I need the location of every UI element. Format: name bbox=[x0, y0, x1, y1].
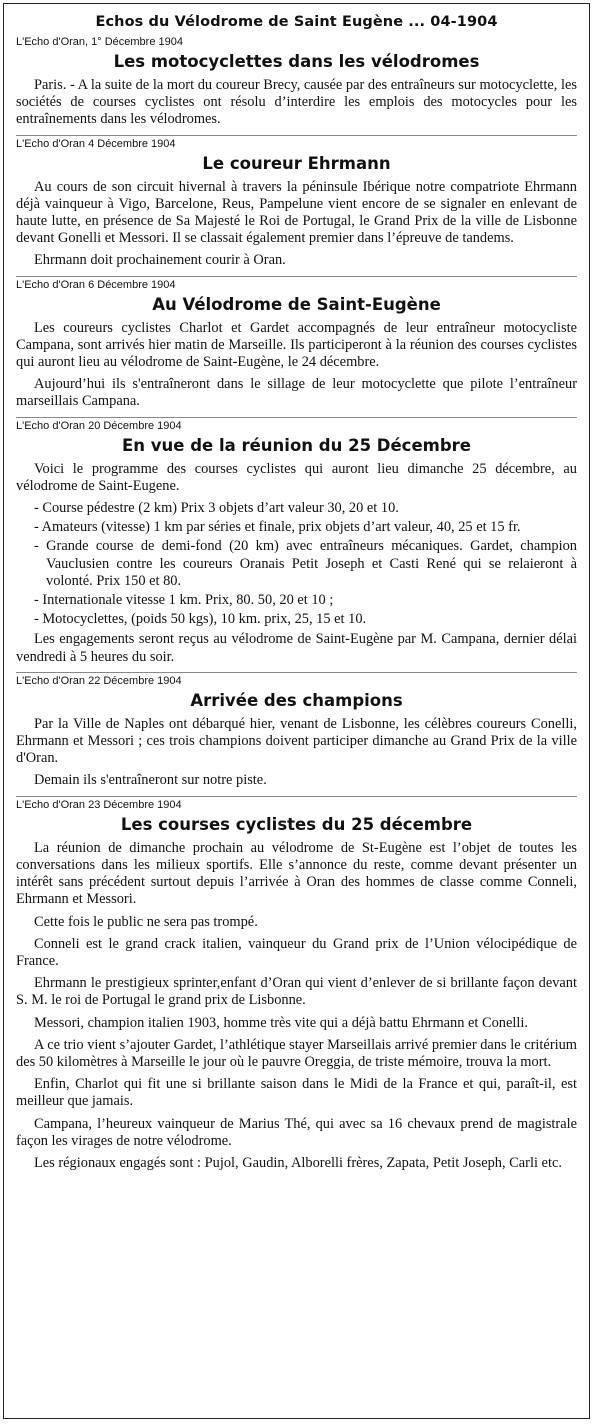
list-item: - Course pédestre (2 km) Prix 3 objets d’art valeur 30, 20 et 10. bbox=[34, 500, 399, 517]
article-source: L'Echo d'Oran 22 Décembre 1904 bbox=[16, 674, 182, 687]
article-paragraph: Conneli est le grand crack italien, vainqueur du Grand prix de l’Union vélocipédique de France. bbox=[16, 935, 577, 969]
article-courses bbox=[16, 796, 577, 1172]
article-programme bbox=[16, 417, 577, 666]
article-headline: En vue de la réunion du 25 Décembre bbox=[122, 435, 471, 455]
article-source: L'Echo d'Oran, 1° Décembre 1904 bbox=[16, 36, 183, 48]
article-paragraph: Paris. - A la suite de la mort du coureur Brecy, causée par des entraîneurs sur motocyclette, les sociétés de courses cyclistes ont résolu d’interdire les emplois des motocycles pour les entraînements dans les vélodromes. bbox=[16, 77, 577, 128]
article-motocyclettes bbox=[16, 35, 577, 129]
article-paragraph: Les régionaux engagés sont : Pujol, Gaudin, Alborelli frères, Zapata, Petit Joseph, Carli etc. bbox=[34, 1154, 562, 1171]
article-paragraph: Au cours de son circuit hivernal à travers la péninsule Ibérique notre compatriote Ehrmann déjà vainqueur à Vigo, Barcelone, Reus, Pampelune vient encore de se signaler en enlevant de haute lutte, en présence de Sa Majesté le Roi de Portugal, le Grand Prix de la ville de Lisbonne devant Gonelli et Messori. Il se classait également premier dans l’épreuve de tandems. bbox=[16, 178, 577, 247]
article-source: L'Echo d'Oran 23 Décembre 1904 bbox=[16, 798, 182, 811]
list-item: - Grande course de demi-fond (20 km) avec entraîneurs mécaniques. Gardet, champion Vauclusien contre les coureurs Oranais Petit Joseph et Casti René qui se relaieront à volonté. Prix 150 et 80. bbox=[34, 538, 577, 589]
article-ehrmann bbox=[16, 135, 577, 270]
article-source: L'Echo d'Oran 6 Décembre 1904 bbox=[16, 278, 176, 291]
article-paragraph: Enfin, Charlot qui fit une si brillante saison dans le Midi de la France et qui, paraît-il, est meilleur que jamais. bbox=[16, 1076, 577, 1110]
article-headline: Les courses cyclistes du 25 décembre bbox=[120, 814, 473, 834]
list-item: - Amateurs (vitesse) 1 km par séries et finale, prix objets d’art valeur, 40, 25 et 15 fr. bbox=[34, 519, 521, 536]
article-paragraph: Aujourd’hui ils s'entraîneront dans le sillage de leur motocyclette que pilote l’entraîneur marseillais Campana. bbox=[16, 376, 577, 410]
article-paragraph: Les coureurs cyclistes Charlot et Gardet accompagnés de leur entraîneur motocycliste Campana, sont arrivés hier matin de Marseille. Ils participeront à la réunion des courses cyclistes qui auront lieu au vélodrome de Saint-Eugène, le 24 décembre. bbox=[16, 319, 577, 371]
list-item: - Internationale vitesse 1 km. Prix, 80. 50, 20 et 10 ; bbox=[34, 592, 334, 609]
article-source: L'Echo d'Oran 4 Décembre 1904 bbox=[16, 137, 176, 150]
article-velodrome bbox=[16, 276, 577, 411]
article-paragraph: Cette fois le public ne sera pas trompé. bbox=[34, 913, 258, 930]
article-champions bbox=[16, 672, 577, 790]
article-paragraph: Par la Ville de Naples ont débarqué hier, venant de Lisbonne, les célèbres coureurs Conelli, Ehrmann et Messori ; ces trois champions doivent participer dimanche au Grand Prix de la ville d'Oran. bbox=[16, 715, 577, 767]
article-paragraph: Ehrmann le prestigieux sprinter,enfant d’Oran qui vient d’enlever de si brillante façon devant S. M. le roi de Portugal le grand prix de Lisbonne. bbox=[16, 975, 577, 1009]
article-headline: Les motocyclettes dans les vélodromes bbox=[113, 52, 480, 71]
article-headline: Au Vélodrome de Saint-Eugène bbox=[152, 294, 441, 314]
list-item: - Motocyclettes, (poids 50 kgs), 10 km. prix, 25, 15 et 10. bbox=[34, 611, 367, 628]
article-paragraph: Demain ils s'entraîneront sur notre piste. bbox=[34, 772, 267, 789]
article-paragraph: Les engagements seront reçus au vélodrome de Saint-Eugène par M. Campana, dernier délai vendredi à 5 heures du soir. bbox=[16, 631, 577, 665]
article-paragraph: Ehrmann doit prochainement courir à Oran. bbox=[34, 252, 286, 269]
article-paragraph: Campana, l’heureux vainqueur de Marius Thé, qui avec sa 16 chevaux prend de magistrale façon les virages de notre vélodrome. bbox=[16, 1115, 577, 1149]
article-headline: Le coureur Ehrmann bbox=[202, 153, 391, 173]
article-paragraph: Voici le programme des courses cyclistes qui auront lieu dimanche 25 décembre, au vélodrome de Saint-Eugene. bbox=[16, 460, 577, 494]
page-title: Echos du Vélodrome de Saint Eugène ... 04-1904 bbox=[95, 14, 498, 30]
article-paragraph: La réunion de dimanche prochain au vélodrome de St-Eugène est l’objet de toutes les conversations dans les milieux sportifs. Elle s’annonce du reste, comme devant présenter un intérêt sans précédent surtout depuis l’arrivée à Oran des hommes de classe comme Conneli, Ehrmann et Messori. bbox=[16, 839, 577, 908]
race-programme-list bbox=[16, 500, 577, 628]
article-headline: Arrivée des champions bbox=[190, 690, 403, 710]
article-paragraph: A ce trio vient s’ajouter Gardet, l’athlétique stayer Marseillais arrivé premier dans le critérium des 50 kilomètres à Marseille le jour où le pauvre Oreggia, de triste mémoire, trouva la mort. bbox=[16, 1036, 577, 1070]
document-page bbox=[3, 3, 590, 1419]
article-paragraph: Messori, champion italien 1903, homme très vite qui a déjà battu Ehrmann et Conelli. bbox=[34, 1014, 528, 1031]
article-source: L'Echo d'Oran 20 Décembre 1904 bbox=[16, 419, 182, 432]
